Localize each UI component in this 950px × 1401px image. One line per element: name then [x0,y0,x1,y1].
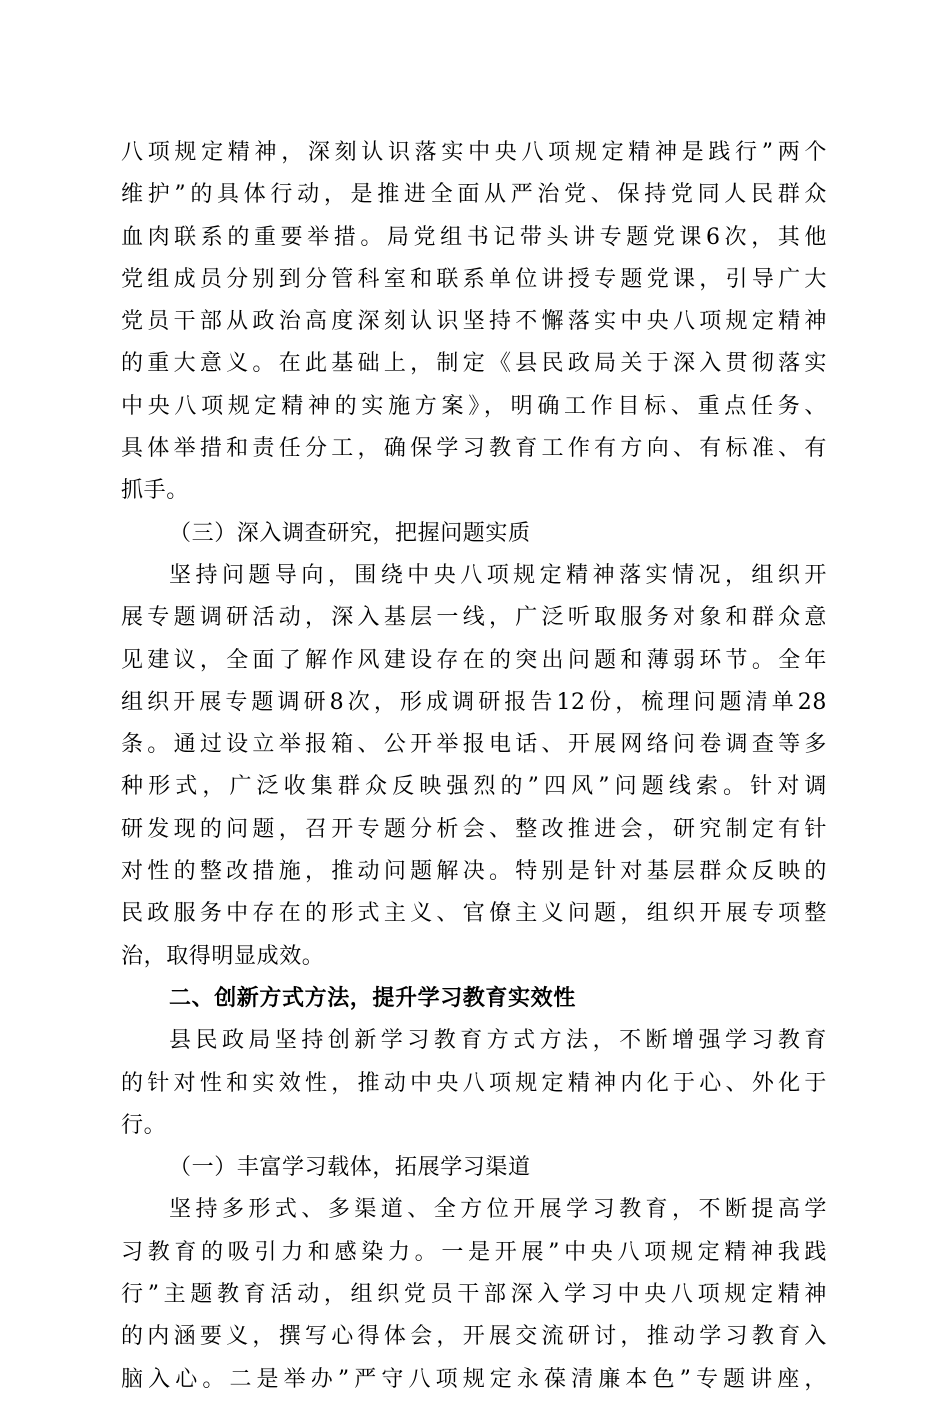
text-line: 民政服务中存在的形式主义、官僚主义问题，组织开展专项整 [121,901,827,927]
text-line: 党员干部从政治高度深刻认识坚持不懈落实中央八项规定精神 [121,309,827,335]
text-line: 坚持多形式、多渠道、全方位开展学习教育，不断提高学 [169,1197,827,1223]
text-line: 见建议，全面了解作风建设存在的突出问题和薄弱环节。全年 [121,647,827,673]
text-line: 研发现的问题，召开专题分析会、整改推进会，研究制定有针 [121,816,827,842]
text-line: 习教育的吸引力和感染力。一是开展”中央八项规定精神我践 [121,1239,827,1265]
text-line: 维护”的具体行动，是推进全面从严治党、保持党同人民群众 [121,182,827,208]
paragraph-3 [121,1020,827,1147]
text-line: 组织开展专题调研8次，形成调研报告12份，梳理问题清单28 [121,689,827,715]
text-line: 的重大意义。在此基础上，制定《县民政局关于深入贯彻落实 [121,351,827,377]
section-heading-1: （一）丰富学习载体，拓展学习渠道 [169,1155,531,1181]
document-body [121,132,827,1401]
text-line: 坚持问题导向，围绕中央八项规定精神落实情况，组织开 [169,562,827,588]
text-line: 脑入心。二是举办”严守八项规定永葆清廉本色”专题讲座， [121,1366,827,1392]
text-line: 具体举措和责任分工，确保学习教育工作有方向、有标准、有 [121,436,827,462]
text-line: 治，取得明显成效。 [121,943,325,969]
text-line: 的针对性和实效性，推动中央八项规定精神内化于心、外化于 [121,1070,827,1096]
text-line: 县民政局坚持创新学习教育方式方法，不断增强学习教育 [169,1028,827,1054]
paragraph-1 [121,132,827,513]
text-line: 展专题调研活动，深入基层一线，广泛听取服务对象和群众意 [121,605,827,631]
text-line: 八项规定精神，深刻认识落实中央八项规定精神是践行”两个 [121,140,827,165]
chapter-heading-2: 二、创新方式方法，提升学习教育实效性 [169,985,576,1011]
section-heading-3: （三）深入调查研究，把握问题实质 [169,520,531,546]
text-line: 中央八项规定精神的实施方案》，明确工作目标、重点任务、 [121,393,827,419]
text-line: 的内涵要义，撰写心得体会，开展交流研讨，推动学习教育入 [121,1324,827,1350]
text-line: 对性的整改措施，推动问题解决。特别是针对基层群众反映的 [121,859,827,885]
text-line: 血肉联系的重要举措。局党组书记带头讲专题党课6次，其他 [121,224,827,250]
text-line: 种形式，广泛收集群众反映强烈的”四风”问题线索。针对调 [121,774,827,800]
text-line: 抓手。 [121,478,189,504]
text-line: 行。 [121,1112,167,1138]
paragraph-2 [121,555,827,978]
text-line: 条。通过设立举报箱、公开举报电话、开展网络问卷调查等多 [121,732,827,758]
paragraph-4 [121,1189,827,1400]
text-line: 行”主题教育活动，组织党员干部深入学习中央八项规定精神 [121,1282,827,1308]
text-line: 党组成员分别到分管科室和联系单位讲授专题党课，引导广大 [121,266,827,292]
